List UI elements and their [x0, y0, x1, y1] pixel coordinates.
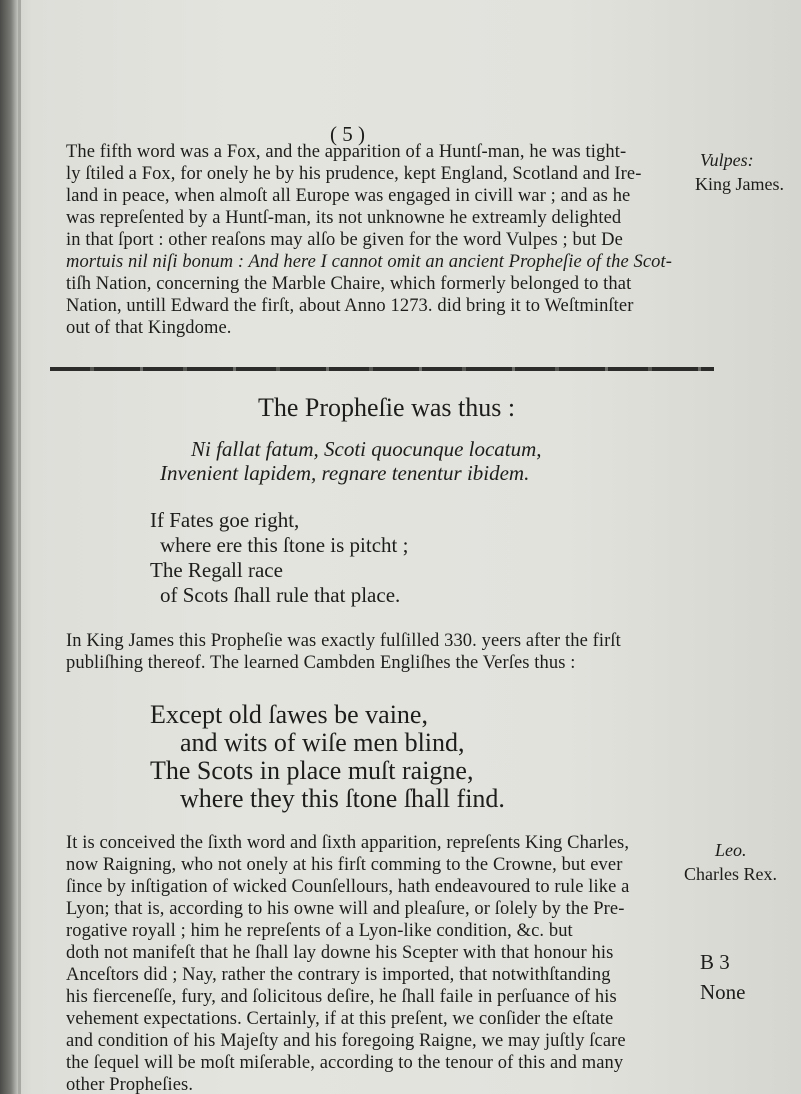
page-number: ( 5 ) [330, 122, 365, 146]
verse-line: If Fates goe right, [150, 508, 300, 532]
verse-line: where they this ſtone ſhall find. [180, 784, 505, 813]
signature-mark: B 3 [700, 950, 730, 974]
verse-line: Invenient lapidem, regnare tenentur ibidem. [160, 461, 530, 485]
verse-line: of Scots ſhall rule that place. [160, 583, 401, 607]
text-line: was repreſented by a Huntſ-man, its not unknowne he extreamly delighted [66, 208, 622, 228]
text-line: In King James this Propheſie was exactly fulſilled 330. yeers after the firſt [66, 631, 621, 651]
text-line: his fierceneſſe, fury, and ſolicitous deſire, he ſhall faile in perſuance of his [66, 987, 617, 1007]
text-line: rogative royall ; him he repreſents of a Lyon-like condition, &c. but [66, 921, 573, 941]
verse-line: The Scots in place muſt raigne, [150, 756, 474, 785]
text-line: Lyon; that is, according to his owne will and pleaſure, or ſolely by the Pre- [66, 899, 625, 919]
text-line: land in peace, when almoſt all Europe was engaged in civill war ; and as he [66, 186, 631, 206]
text-line: other Propheſies. [66, 1075, 194, 1094]
margin-note-charles-rex: Charles Rex. [684, 864, 777, 884]
text-line: and condition of his Majeſty and his foregoing Raigne, we may juſtly ſcare [66, 1031, 626, 1051]
text-line: mortuis nil niſi bonum : And here I cannot omit an ancient Propheſie of the Scot- [66, 252, 673, 272]
text-line: Anceſtors did ; Nay, rather the contrary is imported, that notwithſtanding [66, 965, 611, 985]
text-line: in that ſport : other reaſons may alſo be given for the word Vulpes ; but De [66, 230, 623, 250]
verse-line: and wits of wiſe men blind, [180, 728, 465, 757]
text-line: out of that Kingdome. [66, 318, 232, 338]
text-line: doth not manifeſt that he ſhall lay downe his Scepter with that honour his [66, 943, 614, 963]
text-line: It is conceived the ſixth word and ſixth apparition, repreſents King Charles, [66, 833, 630, 853]
text-line: The fifth word was a Fox, and the apparition of a Huntſ-man, he was tight- [66, 142, 627, 162]
text-line: tiſh Nation, concerning the Marble Chaire, which formerly belonged to that [66, 274, 632, 294]
margin-note-leo: Leo. [715, 840, 747, 860]
verse-line: The Regall race [150, 558, 283, 582]
ornamental-rule [50, 367, 714, 371]
verse-line: Ni fallat fatum, Scoti quocunque locatum, [191, 437, 542, 461]
text-line: vehement expectations. Certainly, if at this preſent, we conſider the eſtate [66, 1009, 614, 1029]
catchword: None [700, 980, 746, 1004]
text-line: publiſhing thereof. The learned Cambden Engliſhes the Verſes thus : [66, 653, 576, 673]
text-line: now Raigning, who not onely at his firſt comming to the Crowne, but ever [66, 855, 623, 875]
book-binding [0, 0, 18, 1094]
page-edge [18, 0, 21, 1094]
verse-line: where ere this ſtone is pitcht ; [160, 533, 409, 557]
verse-line: Except old ſawes be vaine, [150, 700, 428, 729]
text-line: ly ſtiled a Fox, for onely he by his prudence, kept England, Scotland and Ire- [66, 164, 642, 184]
margin-note-king-james: King James. [695, 174, 784, 194]
text-line: Nation, untill Edward the firſt, about Anno 1273. did bring it to Weſtminſter [66, 296, 634, 316]
prophecy-heading: The Propheſie was thus : [258, 393, 516, 422]
margin-note-vulpes: Vulpes: [700, 150, 754, 170]
text-line: ſince by inſtigation of wicked Counſellours, hath endeavoured to rule like a [66, 877, 630, 897]
text-line: the ſequel will be moſt miſerable, according to the tenour of this and many [66, 1053, 624, 1073]
